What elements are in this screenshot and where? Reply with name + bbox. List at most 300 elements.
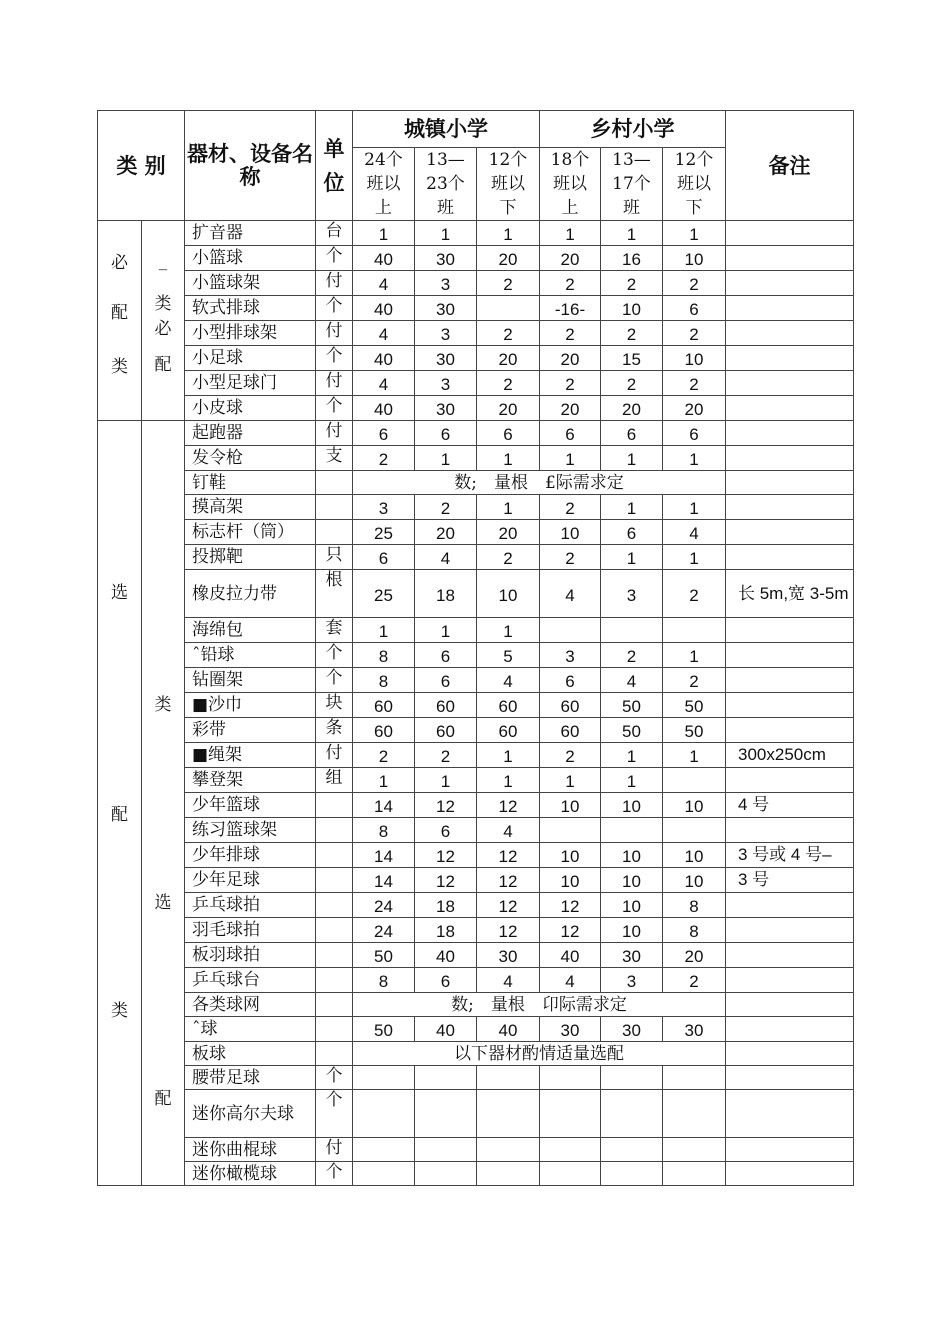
quantity-cell: 2 — [601, 321, 663, 346]
equipment-name: 迷你橄榄球 — [185, 1162, 316, 1186]
quantity-cell: 6 — [477, 421, 540, 446]
table-row — [98, 296, 854, 321]
table-row — [98, 246, 854, 271]
quantity-cell: 40 — [353, 296, 415, 321]
quantity-cell: 6 — [540, 421, 601, 446]
quantity-cell — [601, 1090, 663, 1138]
quantity-cell: 1 — [540, 446, 601, 471]
quantity-cell: 10 — [601, 918, 663, 943]
equipment-unit: 付 — [316, 743, 353, 768]
quantity-cell: 10 — [477, 570, 540, 618]
quantity-cell: 2 — [477, 271, 540, 296]
quantity-cell: 2 — [540, 371, 601, 396]
quantity-cell: 1 — [601, 446, 663, 471]
equipment-name: 小篮球 — [185, 246, 316, 271]
quantity-cell: 50 — [663, 693, 726, 718]
quantity-cell — [415, 1138, 477, 1162]
quantity-cell: 20 — [477, 396, 540, 421]
quantity-cell: 4 — [353, 371, 415, 396]
equipment-name: 各类球网 — [185, 993, 316, 1017]
unit-header: 单 位 — [316, 111, 353, 221]
equipment-name: 乒乓球台 — [185, 968, 316, 993]
quantity-cell: 12 — [540, 918, 601, 943]
quantity-cell: 1 — [540, 221, 601, 246]
equipment-name: 投掷靶 — [185, 545, 316, 570]
quantity-cell: 20 — [477, 246, 540, 271]
quantity-cell — [477, 1138, 540, 1162]
quantity-cell: 4 — [477, 818, 540, 843]
quantity-cell: 24 — [353, 893, 415, 918]
quantity-cell: 20 — [540, 346, 601, 371]
quantity-cell: 8 — [353, 668, 415, 693]
quantity-cell: 6 — [415, 643, 477, 668]
quantity-cell: 3 — [601, 968, 663, 993]
remarks-cell — [726, 618, 854, 643]
quantity-cell: 60 — [477, 693, 540, 718]
quantity-cell: 6 — [601, 421, 663, 446]
equipment-unit — [316, 993, 353, 1017]
table-row — [98, 818, 854, 843]
quantity-cell: 8 — [663, 918, 726, 943]
equipment-name: 少年足球 — [185, 868, 316, 893]
category-outer-xuanpei — [98, 421, 142, 1186]
table-row — [98, 968, 854, 993]
remarks-cell — [726, 993, 854, 1017]
equipment-unit: 条 — [316, 718, 353, 743]
quantity-cell: 6 — [540, 668, 601, 693]
equipment-unit: 个 — [316, 1162, 353, 1186]
quantity-cell: 18 — [415, 893, 477, 918]
equipment-name: 钻圈架 — [185, 668, 316, 693]
table-row — [98, 793, 854, 818]
quantity-cell: 2 — [663, 968, 726, 993]
quantity-cell — [601, 1138, 663, 1162]
remarks-cell — [726, 893, 854, 918]
category-char: 类 — [111, 1001, 128, 1021]
quantity-cell: 4 — [477, 968, 540, 993]
quantity-cell: 12 — [415, 793, 477, 818]
equipment-unit — [316, 520, 353, 545]
quantity-cell: 1 — [663, 495, 726, 520]
quantity-cell: 1 — [601, 221, 663, 246]
quantity-cell: 2 — [415, 495, 477, 520]
remarks-cell — [726, 818, 854, 843]
equipment-name: 迷你曲棍球 — [185, 1138, 316, 1162]
table-row — [98, 346, 854, 371]
table-row — [98, 743, 854, 768]
quantity-cell: 1 — [415, 221, 477, 246]
category-char: 类 — [154, 294, 172, 314]
quantity-cell — [353, 1138, 415, 1162]
quantity-cell: 4 — [540, 968, 601, 993]
equipment-unit — [316, 918, 353, 943]
remarks-cell — [726, 296, 854, 321]
table-row — [98, 371, 854, 396]
category-char: 类 — [111, 357, 128, 377]
equipment-name: 发令枪 — [185, 446, 316, 471]
equipment-unit: 付 — [316, 421, 353, 446]
quantity-cell: 3 — [601, 570, 663, 618]
quantity-cell: 1 — [415, 618, 477, 643]
equipment-unit — [316, 793, 353, 818]
equipment-name: 小篮球架 — [185, 271, 316, 296]
quantity-cell: 50 — [353, 943, 415, 968]
quantity-cell: 12 — [477, 868, 540, 893]
merged-quantity-note: 数; 量根 卬际需求定 — [353, 993, 726, 1017]
quantity-cell: 12 — [415, 843, 477, 868]
equipment-name: 扩音器 — [185, 221, 316, 246]
rural-school-header: 乡村小学 — [540, 111, 726, 148]
category-header: 类 别 — [98, 111, 185, 221]
quantity-cell: 25 — [353, 520, 415, 545]
category-char: _ — [158, 251, 168, 271]
quantity-cell: 6 — [415, 668, 477, 693]
remarks-cell — [726, 918, 854, 943]
quantity-cell: 40 — [540, 943, 601, 968]
table-row — [98, 396, 854, 421]
quantity-cell: 1 — [663, 221, 726, 246]
quantity-cell: 6 — [663, 296, 726, 321]
quantity-cell: 4 — [415, 545, 477, 570]
table-row — [98, 1138, 854, 1162]
quantity-cell: 2 — [540, 545, 601, 570]
table-row — [98, 495, 854, 520]
quantity-cell: 1 — [415, 768, 477, 793]
equipment-unit: 个 — [316, 668, 353, 693]
quantity-cell: 20 — [663, 943, 726, 968]
quantity-cell — [415, 1090, 477, 1138]
urban-sub-header: 13— 23个 班 — [415, 148, 477, 221]
equipment-unit: 根 — [316, 570, 353, 618]
equipment-name: 摸高架 — [185, 495, 316, 520]
table-row — [98, 918, 854, 943]
quantity-cell: 6 — [353, 545, 415, 570]
quantity-cell: 10 — [663, 793, 726, 818]
remarks-cell — [726, 1042, 854, 1066]
quantity-cell: 4 — [540, 570, 601, 618]
quantity-cell — [601, 1066, 663, 1090]
equipment-name-header: 器材、设备名称 — [185, 111, 316, 221]
quantity-cell: 5 — [477, 643, 540, 668]
quantity-cell: 20 — [540, 246, 601, 271]
equipment-unit: 个 — [316, 346, 353, 371]
equipment-unit: 套 — [316, 618, 353, 643]
quantity-cell: 4 — [601, 668, 663, 693]
category-char: 必 — [111, 253, 128, 273]
quantity-cell: 20 — [601, 396, 663, 421]
quantity-cell: 10 — [663, 868, 726, 893]
equipment-unit: 付 — [316, 271, 353, 296]
equipment-name: 少年排球 — [185, 843, 316, 868]
quantity-cell — [601, 618, 663, 643]
quantity-cell: 10 — [601, 893, 663, 918]
quantity-cell: 3 — [415, 271, 477, 296]
quantity-cell — [663, 818, 726, 843]
equipment-name: 板球 — [185, 1042, 316, 1066]
quantity-cell: 30 — [415, 246, 477, 271]
quantity-cell: 1 — [415, 446, 477, 471]
quantity-cell: 10 — [540, 793, 601, 818]
remarks-cell — [726, 246, 854, 271]
remarks-cell — [726, 271, 854, 296]
equipment-name: 钉鞋 — [185, 471, 316, 495]
quantity-cell: 1 — [601, 545, 663, 570]
quantity-cell: 8 — [663, 893, 726, 918]
remarks-cell — [726, 495, 854, 520]
quantity-cell — [663, 1138, 726, 1162]
quantity-cell: 4 — [663, 520, 726, 545]
quantity-cell — [353, 1162, 415, 1186]
equipment-unit: 个 — [316, 643, 353, 668]
table-row — [98, 718, 854, 743]
quantity-cell: 1 — [477, 618, 540, 643]
quantity-cell: 1 — [663, 545, 726, 570]
table-row — [98, 868, 854, 893]
quantity-cell — [477, 1090, 540, 1138]
equipment-name: ■沙巾 — [185, 693, 316, 718]
quantity-cell: 16 — [601, 246, 663, 271]
equipment-name: 板羽球拍 — [185, 943, 316, 968]
quantity-cell: 8 — [353, 643, 415, 668]
quantity-cell: 6 — [663, 421, 726, 446]
equipment-name: 小型排球架 — [185, 321, 316, 346]
quantity-cell: 30 — [415, 346, 477, 371]
equipment-unit — [316, 893, 353, 918]
quantity-cell: 14 — [353, 868, 415, 893]
quantity-cell: 10 — [663, 246, 726, 271]
remarks-cell: 4 号 — [726, 793, 854, 818]
category-char: 配 — [154, 1089, 172, 1109]
quantity-cell: 12 — [540, 893, 601, 918]
quantity-cell: 10 — [663, 843, 726, 868]
quantity-cell: 2 — [601, 271, 663, 296]
remarks-cell — [726, 321, 854, 346]
quantity-cell — [477, 1162, 540, 1186]
quantity-cell: 1 — [601, 495, 663, 520]
equipment-unit: 支 — [316, 446, 353, 471]
quantity-cell: 14 — [353, 793, 415, 818]
quantity-cell: 20 — [663, 396, 726, 421]
quantity-cell: 3 — [353, 495, 415, 520]
equipment-name: ■绳架 — [185, 743, 316, 768]
quantity-cell: 6 — [415, 421, 477, 446]
quantity-cell: 3 — [540, 643, 601, 668]
equipment-unit — [316, 868, 353, 893]
quantity-cell: 1 — [353, 221, 415, 246]
table-row — [98, 545, 854, 570]
quantity-cell — [353, 1090, 415, 1138]
rural-sub-header: 18个 班以 上 — [540, 148, 601, 221]
quantity-cell — [415, 1066, 477, 1090]
remarks-cell — [726, 1017, 854, 1042]
quantity-cell: 10 — [601, 843, 663, 868]
quantity-cell — [540, 818, 601, 843]
remarks-cell — [726, 471, 854, 495]
quantity-cell — [663, 618, 726, 643]
equipment-name: 迷你高尔夫球 — [185, 1090, 316, 1138]
quantity-cell: 40 — [477, 1017, 540, 1042]
quantity-cell — [415, 1162, 477, 1186]
equipment-name: ˆ球 — [185, 1017, 316, 1042]
table-row — [98, 668, 854, 693]
table-row — [98, 520, 854, 545]
equipment-unit — [316, 1042, 353, 1066]
quantity-cell: 8 — [353, 968, 415, 993]
quantity-cell: 4 — [353, 321, 415, 346]
table-row — [98, 993, 854, 1017]
equipment-unit: 只 — [316, 545, 353, 570]
quantity-cell — [540, 1066, 601, 1090]
equipment-name: 小型足球门 — [185, 371, 316, 396]
remarks-cell — [726, 520, 854, 545]
quantity-cell: 10 — [540, 520, 601, 545]
quantity-cell: 30 — [601, 943, 663, 968]
equipment-unit: 块 — [316, 693, 353, 718]
quantity-cell: 18 — [415, 918, 477, 943]
remarks-cell — [726, 1138, 854, 1162]
table-row — [98, 421, 854, 446]
table-row — [98, 1042, 854, 1066]
table-row — [98, 893, 854, 918]
quantity-cell: 10 — [663, 346, 726, 371]
quantity-cell: 1 — [601, 768, 663, 793]
equipment-unit: 个 — [316, 246, 353, 271]
equipment-unit: 个 — [316, 1090, 353, 1138]
quantity-cell: 30 — [415, 296, 477, 321]
table-row — [98, 271, 854, 296]
quantity-cell: 12 — [477, 918, 540, 943]
table-row — [98, 768, 854, 793]
table-row — [98, 1066, 854, 1090]
remarks-cell — [726, 346, 854, 371]
equipment-unit: 台 — [316, 221, 353, 246]
equipment-unit: 个 — [316, 396, 353, 421]
quantity-cell: 1 — [540, 768, 601, 793]
quantity-cell — [601, 1162, 663, 1186]
quantity-cell — [540, 618, 601, 643]
remarks-cell — [726, 718, 854, 743]
remarks-cell — [726, 943, 854, 968]
equipment-name: 练习篮球架 — [185, 818, 316, 843]
quantity-cell: 50 — [663, 718, 726, 743]
quantity-cell: 6 — [353, 421, 415, 446]
equipment-unit — [316, 818, 353, 843]
equipment-unit: 个 — [316, 1066, 353, 1090]
remarks-cell — [726, 446, 854, 471]
quantity-cell: 10 — [601, 793, 663, 818]
quantity-cell: 2 — [663, 570, 726, 618]
quantity-cell: 40 — [353, 396, 415, 421]
quantity-cell: 1 — [477, 446, 540, 471]
merged-quantity-note: 以下器材酌情适量选配 — [353, 1042, 726, 1066]
equipment-name: 软式排球 — [185, 296, 316, 321]
quantity-cell: 20 — [415, 520, 477, 545]
quantity-cell: 50 — [601, 693, 663, 718]
quantity-cell: 24 — [353, 918, 415, 943]
quantity-cell: 2 — [663, 271, 726, 296]
equipment-unit: 付 — [316, 371, 353, 396]
quantity-cell: 1 — [477, 221, 540, 246]
equipment-unit — [316, 968, 353, 993]
remarks-cell — [726, 421, 854, 446]
merged-quantity-note: 数; 量根 £际需求定 — [353, 471, 726, 495]
quantity-cell: 6 — [415, 968, 477, 993]
category-char: 配 — [111, 805, 128, 825]
equipment-name: 彩带 — [185, 718, 316, 743]
quantity-cell: 60 — [477, 718, 540, 743]
quantity-cell: 12 — [415, 868, 477, 893]
quantity-cell: 20 — [477, 346, 540, 371]
category-char: 配 — [154, 355, 172, 375]
quantity-cell: 2 — [663, 321, 726, 346]
quantity-cell — [663, 1090, 726, 1138]
quantity-cell: 10 — [601, 868, 663, 893]
quantity-cell: 50 — [353, 1017, 415, 1042]
quantity-cell: 2 — [477, 371, 540, 396]
quantity-cell: 10 — [540, 843, 601, 868]
quantity-cell: 30 — [601, 1017, 663, 1042]
category-char: 必 — [154, 319, 172, 339]
category-char: 类 — [154, 695, 172, 715]
urban-school-header: 城镇小学 — [353, 111, 540, 148]
quantity-cell: 40 — [415, 943, 477, 968]
quantity-cell: 25 — [353, 570, 415, 618]
quantity-cell: 1 — [477, 768, 540, 793]
quantity-cell — [477, 296, 540, 321]
category-char: 选 — [111, 583, 128, 603]
equipment-name: 标志杆（筒） — [185, 520, 316, 545]
quantity-cell: 2 — [601, 643, 663, 668]
table-row — [98, 570, 854, 618]
remarks-header: 备注 — [726, 111, 854, 221]
equipment-table — [97, 110, 854, 1186]
equipment-name: 腰带足球 — [185, 1066, 316, 1090]
quantity-cell: 30 — [540, 1017, 601, 1042]
remarks-cell — [726, 693, 854, 718]
remarks-cell — [726, 1066, 854, 1090]
rural-sub-header: 13— 17个 班 — [601, 148, 663, 221]
equipment-name: 攀登架 — [185, 768, 316, 793]
urban-sub-header: 12个 班以 下 — [477, 148, 540, 221]
remarks-cell — [726, 968, 854, 993]
quantity-cell — [601, 818, 663, 843]
equipment-unit — [316, 495, 353, 520]
quantity-cell: 2 — [477, 321, 540, 346]
equipment-name: 小皮球 — [185, 396, 316, 421]
equipment-table-sheet — [97, 110, 854, 1186]
quantity-cell: 20 — [477, 520, 540, 545]
quantity-cell: 60 — [415, 693, 477, 718]
table-row — [98, 1090, 854, 1138]
quantity-cell: 1 — [477, 495, 540, 520]
quantity-cell: 6 — [415, 818, 477, 843]
equipment-unit: 付 — [316, 1138, 353, 1162]
quantity-cell: 60 — [540, 718, 601, 743]
quantity-cell — [540, 1162, 601, 1186]
quantity-cell: 2 — [540, 743, 601, 768]
quantity-cell: 30 — [415, 396, 477, 421]
quantity-cell: 2 — [477, 545, 540, 570]
quantity-cell: 2 — [540, 495, 601, 520]
table-row — [98, 446, 854, 471]
remarks-cell — [726, 668, 854, 693]
quantity-cell: 4 — [353, 271, 415, 296]
quantity-cell: 20 — [540, 396, 601, 421]
equipment-name: 少年篮球 — [185, 793, 316, 818]
quantity-cell: 10 — [540, 868, 601, 893]
quantity-cell: 18 — [415, 570, 477, 618]
quantity-cell: 12 — [477, 793, 540, 818]
